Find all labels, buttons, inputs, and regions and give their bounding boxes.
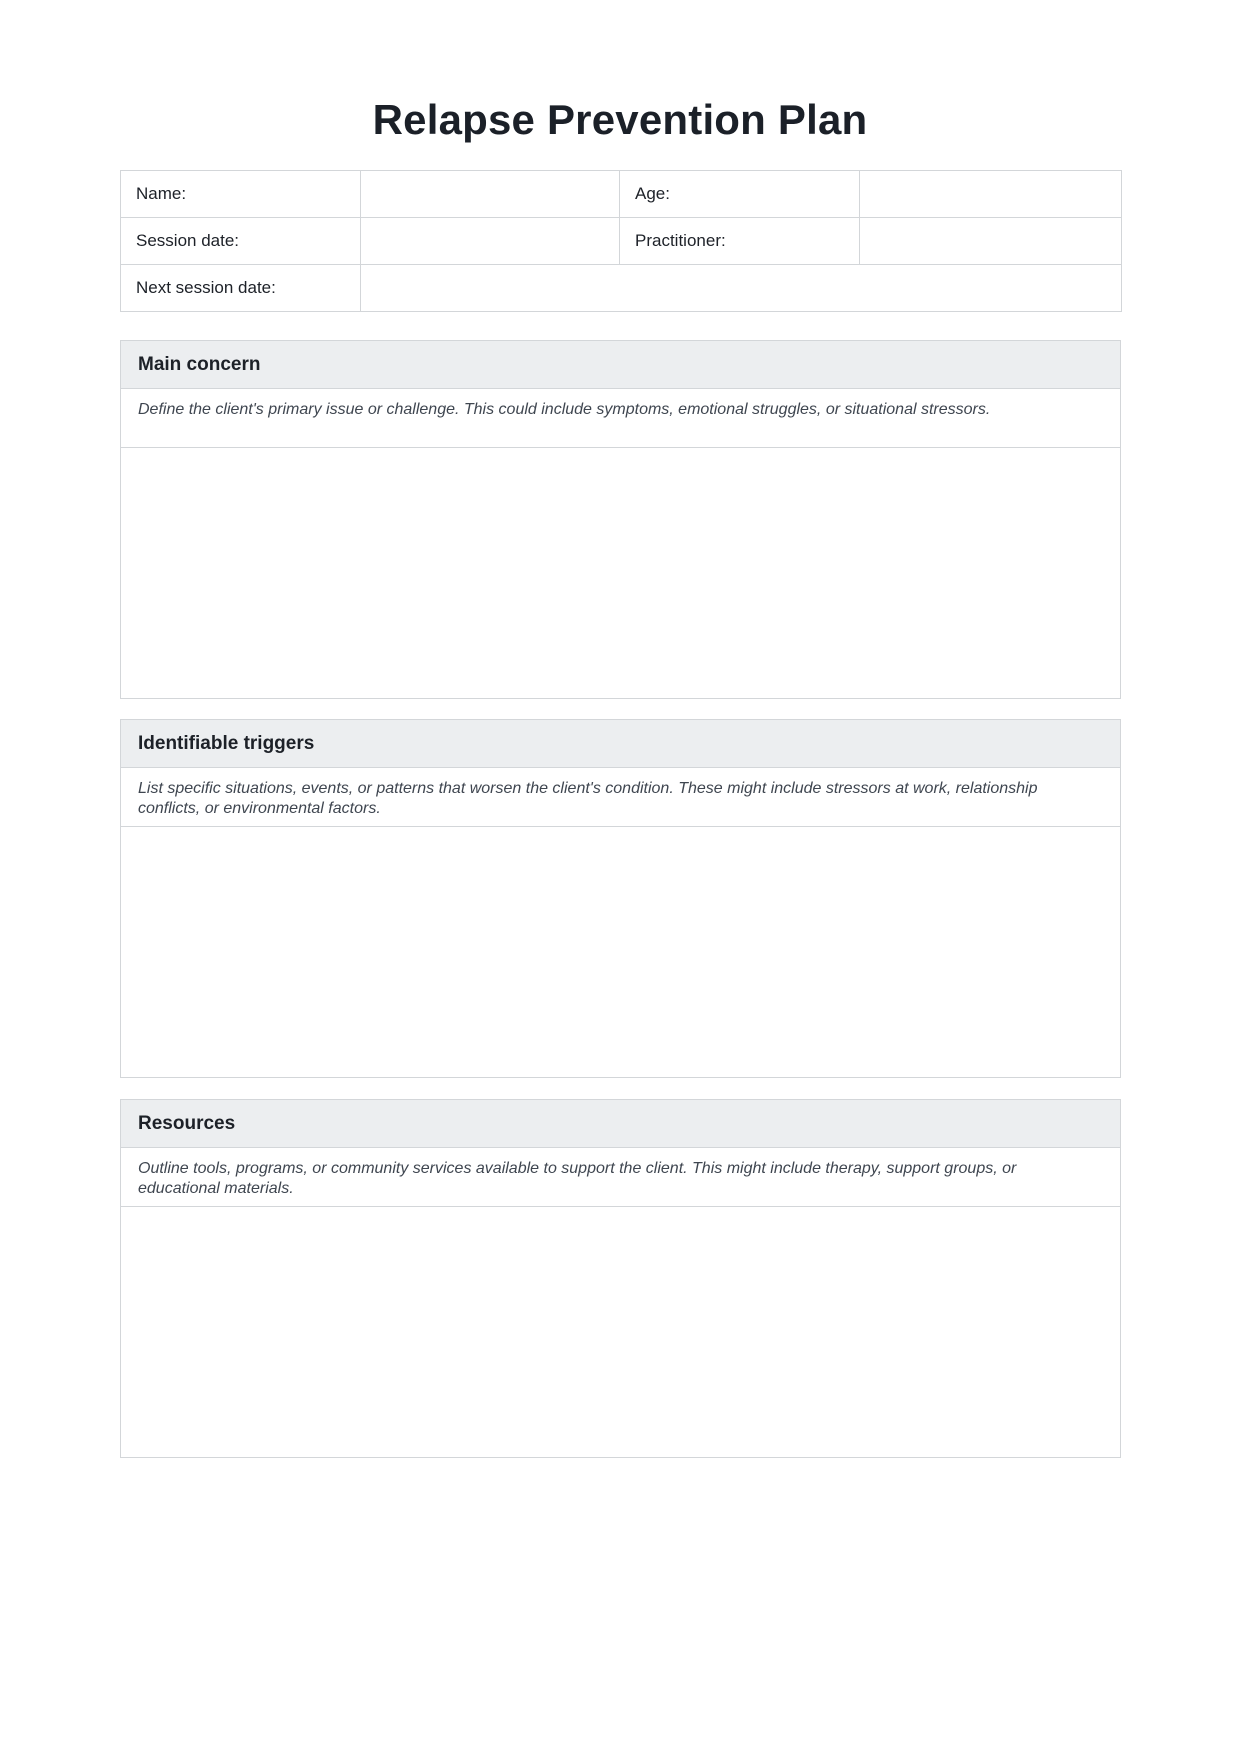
section-heading: Resources [121,1100,1120,1148]
name-field[interactable] [361,171,620,218]
session-date-field[interactable] [361,218,620,265]
next-session-date-field[interactable] [361,265,1122,312]
session-date-label: Session date: [121,218,361,265]
practitioner-label: Practitioner: [620,218,860,265]
client-info-table [120,170,1122,312]
section-instructions: Outline tools, programs, or community services available to support the client. This might include therapy, support groups, or educational materials. [121,1148,1120,1207]
identifiable-triggers-section [120,719,1121,1078]
page-title: Relapse Prevention Plan [372,96,868,144]
resources-section [120,1099,1121,1458]
age-label: Age: [620,171,860,218]
resources-answer-field[interactable] [121,1207,1120,1457]
next-session-date-label: Next session date: [121,265,361,312]
section-instructions: Define the client's primary issue or challenge. This could include symptoms, emotional struggles, or situational stressors. [121,389,1120,448]
client-info-row [121,265,1122,312]
client-info-row [121,218,1122,265]
identifiable-triggers-answer-field[interactable] [121,827,1120,1077]
client-info-row [121,171,1122,218]
main-concern-answer-field[interactable] [121,448,1120,698]
main-concern-section [120,340,1121,699]
practitioner-field[interactable] [860,218,1122,265]
name-label: Name: [121,171,361,218]
section-instructions: List specific situations, events, or patterns that worsen the client's condition. These might include stressors at work, relationship conflicts, or environmental factors. [121,768,1120,827]
section-heading: Identifiable triggers [121,720,1120,768]
section-heading: Main concern [121,341,1120,389]
age-field[interactable] [860,171,1122,218]
